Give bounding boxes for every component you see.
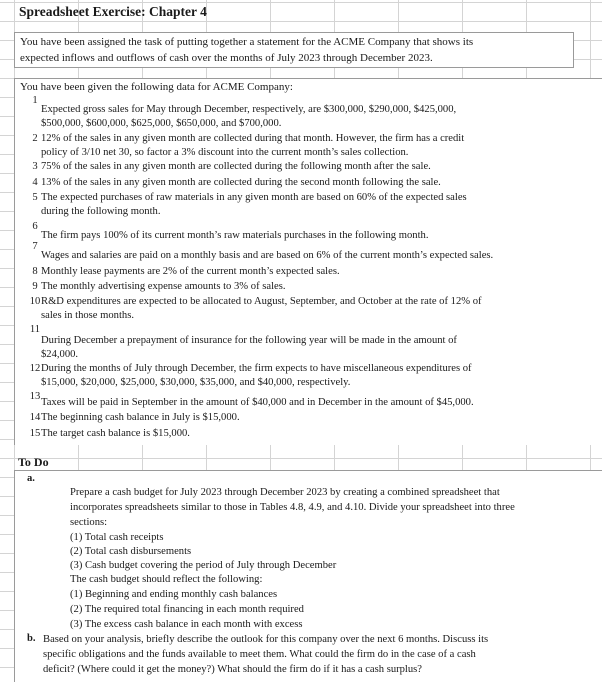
- item-line: Taxes will be paid in September in the amount of $40,000 and in December in the amount of $45,000.: [41, 397, 474, 408]
- item-line: Wages and salaries are paid on a monthly basis and are based on 6% of the current month’s expected sales.: [41, 250, 494, 261]
- item-number: 13: [29, 391, 41, 402]
- todo-b-line: specific obligations and the funds available to meet them. What could the firm do in the case of a cash: [43, 649, 476, 660]
- item-number: 9: [32, 281, 38, 292]
- item-line: During December a prepayment of insurance for the following year will be made in the amount of: [41, 335, 457, 346]
- item-number: 6: [32, 221, 38, 232]
- item-line: $500,000, $600,000, $625,000, $650,000, and $700,000.: [41, 118, 282, 129]
- todo-a-line: sections:: [70, 517, 108, 528]
- given-data-block[interactable]: [14, 78, 602, 445]
- item-number: 4: [32, 177, 38, 188]
- item-line: 13% of the sales in any given month are collected during the second month following the sale.: [41, 177, 441, 188]
- item-number: 15: [29, 428, 41, 439]
- item-line: R&D expenditures are expected to be allocated to August, September, and October at the rate of 12% of: [41, 296, 482, 307]
- item-number: 3: [32, 161, 38, 172]
- item-line: 75% of the sales in any given month are collected during the following month after the sale.: [41, 161, 431, 172]
- intro-line-2: expected inflows and outflows of cash over the months of July 2023 through December 2023.: [20, 52, 433, 64]
- item-line: Monthly lease payments are 2% of the current month’s expected sales.: [41, 266, 340, 277]
- item-line: 12% of the sales in any given month are collected during that month. However, the firm has a credit: [41, 133, 465, 144]
- item-number: 8: [32, 266, 38, 277]
- item-number: 5: [32, 192, 38, 203]
- given-header: You have been given the following data for ACME Company:: [20, 81, 293, 93]
- todo-a-line: (2) Total cash disbursements: [70, 546, 192, 557]
- item-line: The firm pays 100% of its current month’s raw materials purchases in the following month.: [41, 230, 429, 241]
- item-line: during the following month.: [41, 206, 161, 217]
- intro-line-1: You have been assigned the task of putting together a statement for the ACME Company that shows its: [20, 36, 474, 48]
- item-number: 11: [29, 324, 41, 335]
- item-line: policy of 3/10 net 30, so factor a 3% discount into the current month’s sales collection.: [41, 147, 409, 158]
- item-number: 14: [29, 412, 41, 423]
- item-line: The expected purchases of raw materials in any given month are based on 60% of the expected sales: [41, 192, 467, 203]
- item-number: 10: [29, 296, 41, 307]
- sheet-title: Spreadsheet Exercise: Chapter 4: [19, 4, 207, 19]
- item-line: sales in those months.: [41, 310, 134, 321]
- item-number: 12: [29, 363, 41, 374]
- todo-b-letter: b.: [27, 633, 36, 644]
- todo-block[interactable]: [14, 470, 602, 682]
- todo-a-letter: a.: [27, 473, 35, 484]
- item-line: The beginning cash balance in July is $15,000.: [41, 412, 240, 423]
- todo-title: To Do: [18, 455, 49, 469]
- item-line: The target cash balance is $15,000.: [41, 428, 190, 439]
- todo-a-line: (3) The excess cash balance in each month with excess: [70, 619, 303, 630]
- item-number: 1: [32, 95, 38, 106]
- todo-b-line: Based on your analysis, briefly describe the outlook for this company over the next 6 months. Discuss its: [43, 634, 489, 645]
- item-line: Expected gross sales for May through December, respectively, are $300,000, $290,000, $425,000,: [41, 104, 457, 115]
- todo-a-line: (2) The required total financing in each month required: [70, 604, 304, 615]
- todo-b-line: deficit? (Where could it get the money?) What should the firm do if it has a cash surplus?: [43, 664, 423, 675]
- todo-a-line: (1) Beginning and ending monthly cash balances: [70, 589, 278, 600]
- todo-a-line: incorporates spreadsheets similar to those in Tables 4.8, 4.9, and 4.10. Divide your spreadsheet into three: [70, 502, 515, 513]
- item-number: 2: [32, 133, 38, 144]
- item-number: 7: [32, 241, 38, 252]
- item-line: The monthly advertising expense amounts to 3% of sales.: [41, 281, 286, 292]
- todo-a-line: (1) Total cash receipts: [70, 532, 164, 543]
- item-line: $15,000, $20,000, $25,000, $30,000, $35,000, and $40,000, respectively.: [41, 377, 351, 388]
- todo-a-line: Prepare a cash budget for July 2023 through December 2023 by creating a combined spreadsheet that: [70, 487, 500, 498]
- todo-a-line: The cash budget should reflect the following:: [70, 574, 263, 585]
- todo-a-line: (3) Cash budget covering the period of July through December: [70, 560, 337, 571]
- item-line: During the months of July through December, the firm expects to have miscellaneous expenditures of: [41, 363, 472, 374]
- item-line: $24,000.: [41, 349, 79, 360]
- intro-cell[interactable]: [14, 32, 574, 68]
